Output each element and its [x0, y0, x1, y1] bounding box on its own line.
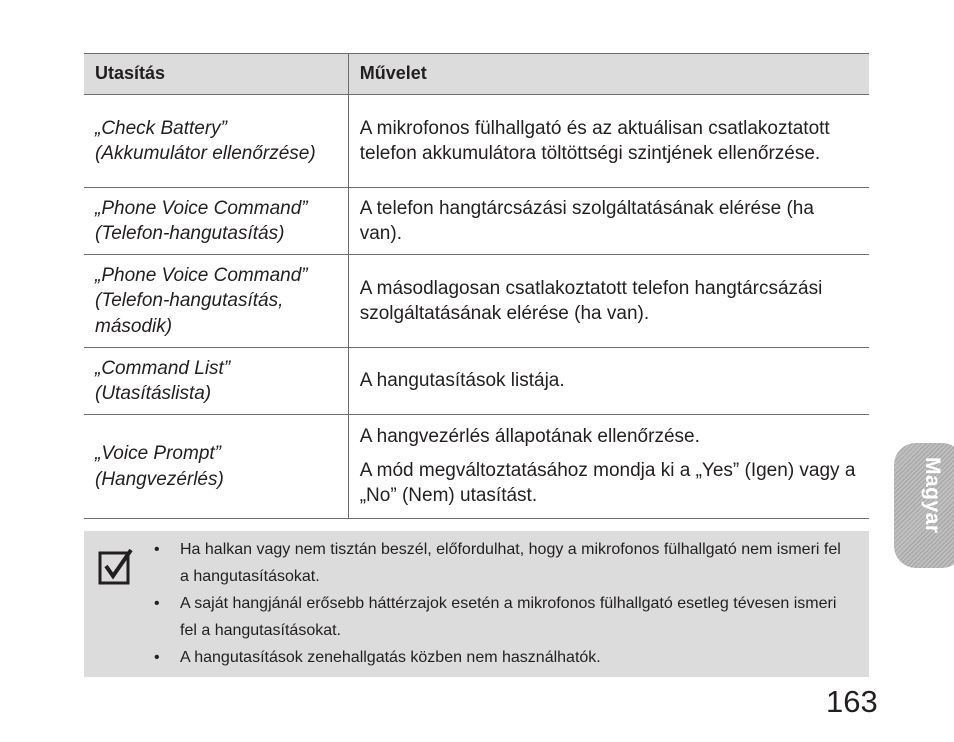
action-cell: A másodlagosan csatlakoztatott telefon hangtárcsázási szolgáltatásának elérése (ha van).: [348, 255, 869, 348]
table-row: [84, 95, 869, 188]
list-item: • A hangutasítások zenehallgatás közben nem használhatók.: [154, 649, 601, 666]
command-cell: „Voice Prompt” (Hangvezérlés): [84, 415, 348, 519]
command-cell: „Command List” (Utasításlista): [84, 348, 348, 415]
table-row: [84, 255, 869, 348]
action-cell: A telefon hangtárcsázási szolgáltatásának elérése (ha van).: [348, 188, 869, 255]
command-cell: „Phone Voice Command” (Telefon-hangutasítás, második): [84, 255, 348, 348]
action-cell: A hangutasítások listája.: [348, 348, 869, 415]
page-number: 163: [826, 684, 878, 719]
list-item: • A saját hangjánál erősebb háttérzajok esetén a mikrofonos fülhallgató esetleg tévesen ismeri fel a hangutasításokat.: [154, 595, 837, 639]
checkbox-icon: [98, 548, 134, 586]
note-list: [154, 536, 844, 671]
command-cell: „Check Battery” (Akkumulátor ellenőrzése): [84, 95, 348, 188]
language-tab-label: Magyar: [921, 457, 944, 534]
action-cell: A hangvezérlés állapotának ellenőrzése. A mód megváltoztatásához mondja ki a „Yes” (Igen) vagy a „No” (Nem) utasítást.: [348, 415, 869, 519]
header-action: Művelet: [348, 54, 869, 95]
commands-table: [84, 53, 869, 519]
table-row: [84, 348, 869, 415]
table-row: [84, 188, 869, 255]
action-cell: A mikrofonos fülhallgató és az aktuálisan csatlakoztatott telefon akkumulátora töltöttségi szintjének ellenőrzése.: [348, 95, 869, 188]
header-command: Utasítás: [84, 54, 348, 95]
language-tab: [894, 443, 954, 568]
table-header-row: [84, 54, 869, 95]
note-box: [84, 531, 869, 677]
list-item: • Ha halkan vagy nem tisztán beszél, előfordulhat, hogy a mikrofonos fülhallgató nem ismeri fel a hangutasításokat.: [154, 541, 841, 585]
table-row: [84, 415, 869, 519]
command-cell: „Phone Voice Command” (Telefon-hangutasítás): [84, 188, 348, 255]
